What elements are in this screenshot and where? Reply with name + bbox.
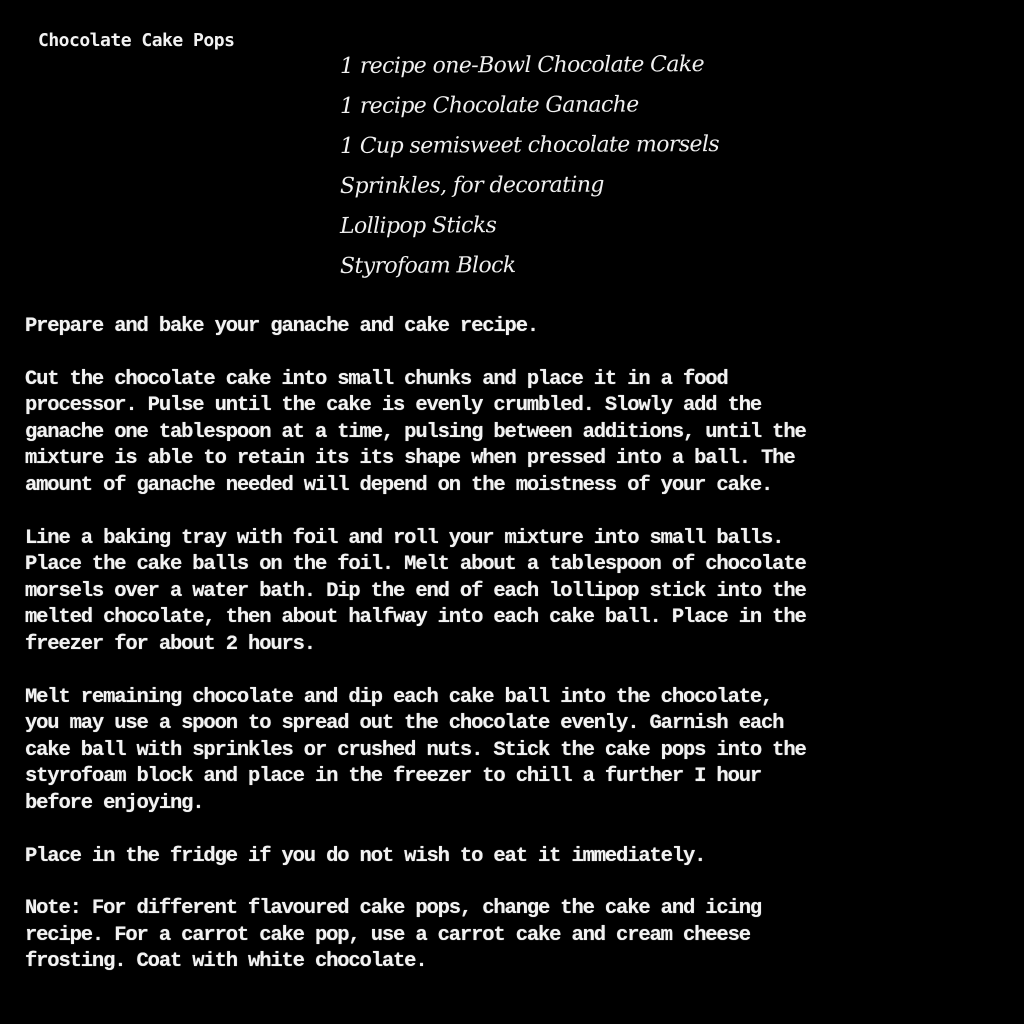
ingredient-item: 1 recipe Chocolate Ganache [339,92,639,119]
ingredient-item: Lollipop Sticks [339,213,497,239]
instruction-step: Cut the chocolate cake into small chunks and place it in a food processor. Pulse until the cake is evenly crumbled. Slowly add the ganache one tablespoon at a time, pulsing between additions, until the mixture is able to retain its its shape when pressed into a ball. The amount of ganache needed will depend on the moistness of your cake. [25,367,806,497]
recipe-title: Chocolate Cake Pops [38,30,235,51]
ingredient-item: 1 recipe one-Bowl Chocolate Cake [339,52,705,79]
instruction-step: Prepare and bake your ganache and cake recipe. [25,315,538,338]
ingredient-list [340,46,719,286]
instruction-step: Line a baking tray with foil and roll your mixture into small balls. Place the cake balls on the foil. Melt about a tablespoon of chocolate morsels over a water bath. Dip the end of each lollipop stick into the melted chocolate, then about halfway into each cake ball. Place in the freezer for about 2 hours. [25,526,806,656]
instructions [25,314,1000,1002]
recipe-note: Note: For different flavoured cake pops, change the cake and icing recipe. For a carrot cake pop, use a carrot cake and cream cheese frosting. Coat with white chocolate. [25,897,762,974]
ingredient-item: Sprinkles, for decorating [339,172,604,199]
ingredient-item: Styrofoam Block [339,253,516,279]
instruction-step: Place in the fridge if you do not wish to eat it immediately. [25,844,706,868]
ingredient-item: 1 Cup semisweet chocolate morsels [339,132,720,159]
instruction-step: Melt remaining chocolate and dip each cake ball into the chocolate, you may use a spoon to spread out the chocolate evenly. Garnish each cake ball with sprinkles or crushed nuts. Stick the cake pops into the styrofoam block and place in the freezer to chill a further I hour before enjoying. [25,685,806,815]
